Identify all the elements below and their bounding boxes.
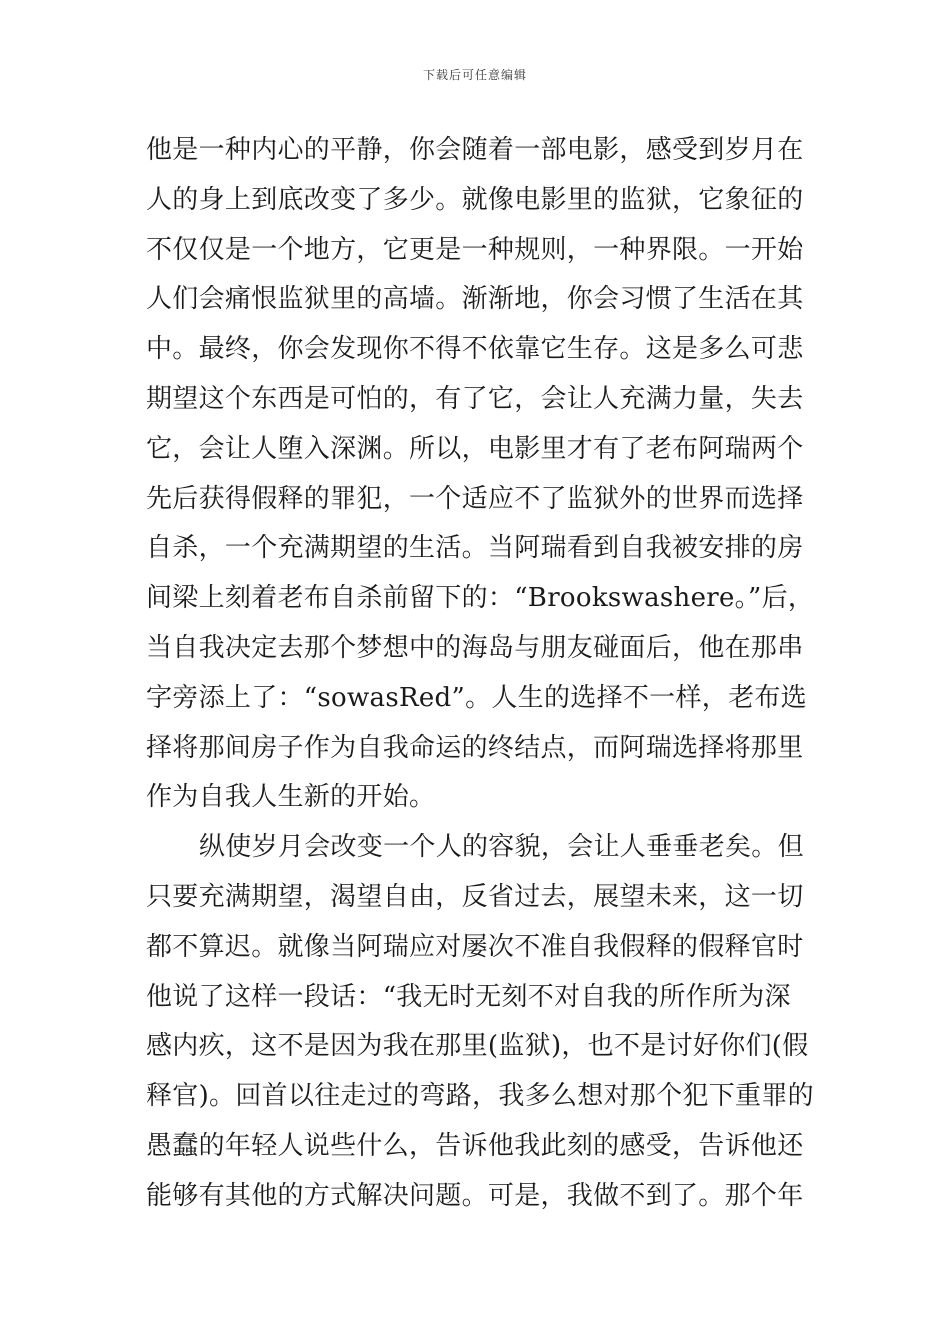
text-line: 纵使岁月会改变一个人的容貌，会让人垂垂老矣。但 xyxy=(199,832,804,863)
text-line: 它，会让人堕入深渊。所以，电影里才有了老布阿瑞两个 xyxy=(146,433,804,464)
text-line: 不仅仅是一个地方，它更是一种规则，一种界限。一开始 xyxy=(146,234,804,265)
text-line: 他说了这样一段话：“我无时无刻不对自我的所作所为深 xyxy=(146,981,791,1012)
text-line: 他是一种内心的平静，你会随着一部电影，感受到岁月在 xyxy=(146,135,804,165)
text-line: 人们会痛恨监狱里的高墙。渐渐地，你会习惯了生活在其 xyxy=(146,284,804,315)
text-line: 中。最终，你会发现你不得不依靠它生存。这是多么可悲 xyxy=(146,334,804,365)
text-line: 自杀，一个充满期望的生活。当阿瑞看到自我被安排的房 xyxy=(146,533,804,564)
text-line: 人的身上到底改变了多少。就像电影里的监狱，它象征的 xyxy=(146,184,804,215)
header-note: 下载后可任意编辑 xyxy=(422,68,527,82)
text-line: 愚蠢的年轻人说些什么，告诉他我此刻的感受，告诉他还 xyxy=(146,1130,804,1161)
text-line: 期望这个东西是可怕的，有了它，会让人充满力量，失去 xyxy=(146,383,804,414)
text-line: 当自我决定去那个梦想中的海岛与朋友碰面后，他在那串 xyxy=(146,632,804,663)
text-line: 只要充满期望，渴望自由，反省过去，展望未来，这一切 xyxy=(146,881,804,912)
text-line: 作为自我人生新的开始。 xyxy=(146,782,436,813)
text-line: 择将那间房子作为自我命运的终结点，而阿瑞选择将那里 xyxy=(146,732,804,763)
text-line: 感内疚，这不是因为我在那里(监狱)，也不是讨好你们(假 xyxy=(146,1031,809,1062)
text-line: 释官)。回首以往走过的弯路，我多么想对那个犯下重罪的 xyxy=(146,1081,814,1112)
document-body xyxy=(146,126,815,1222)
text-line: 间梁上刻着老布自杀前留下的：“Brookswashere。”后， xyxy=(146,583,815,614)
text-line: 都不算迟。就像当阿瑞应对屡次不准自我假释的假释官时 xyxy=(146,931,804,962)
text-line: 先后获得假释的罪犯，一个适应不了监狱外的世界而选择 xyxy=(146,483,804,514)
text-line: 能够有其他的方式解决问题。可是，我做不到了。那个年 xyxy=(146,1180,804,1211)
paragraph-2 xyxy=(146,823,814,1221)
text-line: 字旁添上了：“sowasRed”。人生的选择不一样，老布选 xyxy=(146,682,807,713)
paragraph-1 xyxy=(146,126,815,823)
